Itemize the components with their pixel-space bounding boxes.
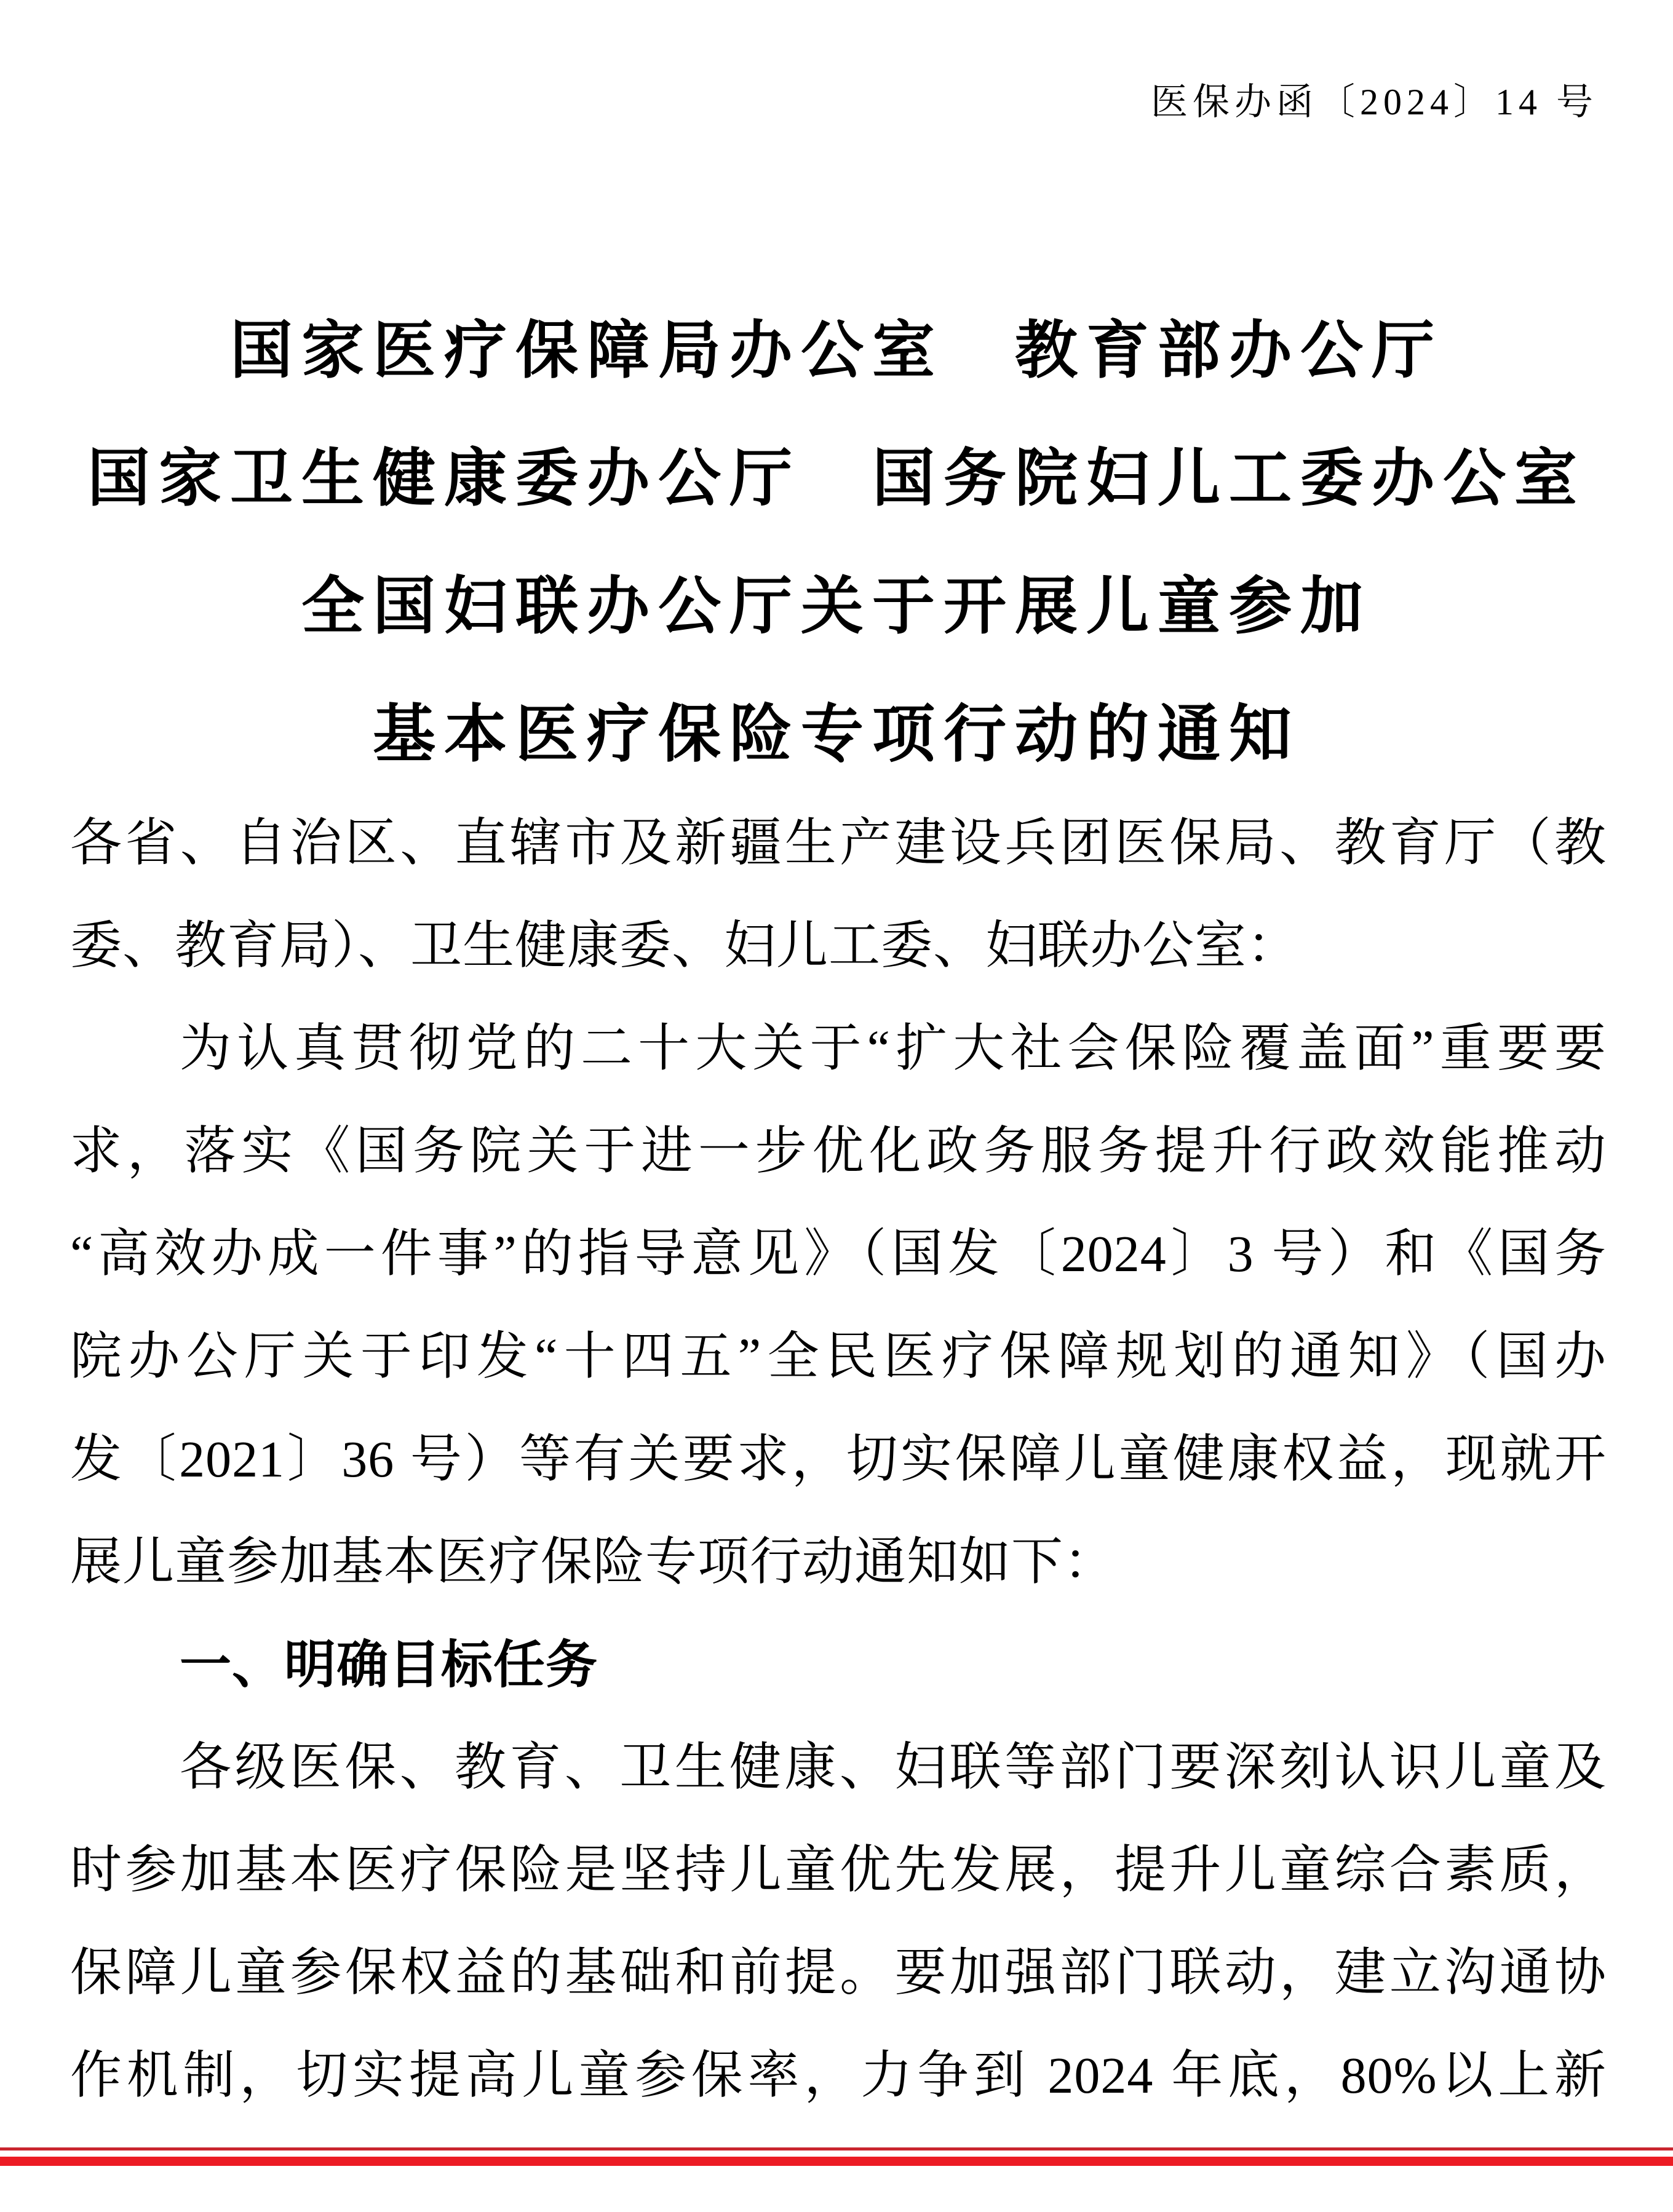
body-line: 发〔2021〕36 号）等有关要求，切实保障儿童健康权益，现就开 xyxy=(70,1431,1607,1488)
document-body xyxy=(70,792,1607,2127)
footer-thick-red-rule xyxy=(0,2157,1673,2166)
body-line: 为认真贯彻党的二十大关于“扩大社会保险覆盖面”重要要 xyxy=(180,1020,1607,1077)
body-line: 各省、自治区、直辖市及新疆生产建设兵团医保局、教育厅（教 xyxy=(70,815,1607,872)
title-line: 基本医疗保险专项行动的通知 xyxy=(373,700,1300,770)
document-number: 医保办函〔2024〕14 号 xyxy=(1151,82,1598,122)
body-line: 委、教育局）、卫生健康委、妇儿工委、妇联办公室： xyxy=(70,918,1300,975)
body-line: 作机制，切实提高儿童参保率，力争到 2024 年底，80%以上新 xyxy=(70,2047,1607,2104)
body-line: 各级医保、教育、卫生健康、妇联等部门要深刻认识儿童及 xyxy=(180,1739,1607,1796)
document-title xyxy=(0,288,1673,799)
body-line: 院办公厅关于印发“十四五”全民医疗保障规划的通知》（国办 xyxy=(70,1328,1607,1385)
body-line: 时参加基本医疗保险是坚持儿童优先发展，提升儿童综合素质， xyxy=(70,1842,1607,1899)
footer-thin-red-rule xyxy=(0,2147,1673,2151)
body-line: 保障儿童参保权益的基础和前提。要加强部门联动，建立沟通协 xyxy=(70,1944,1607,2002)
title-line: 国家医疗保障局办公室 教育部办公厅 xyxy=(230,317,1443,386)
title-line: 国家卫生健康委办公厅 国务院妇儿工委办公室 xyxy=(87,445,1586,514)
body-line: 求，落实《国务院关于进一步优化政务服务提升行政效能推动 xyxy=(70,1123,1607,1180)
title-line: 全国妇联办公厅关于开展儿童参加 xyxy=(301,573,1372,642)
body-line: “高效办成一件事”的指导意见》（国发〔2024〕3 号）和《国务 xyxy=(70,1226,1607,1283)
section-heading: 一、明确目标任务 xyxy=(180,1636,598,1694)
body-line: 展儿童参加基本医疗保险专项行动通知如下： xyxy=(70,1534,1116,1591)
